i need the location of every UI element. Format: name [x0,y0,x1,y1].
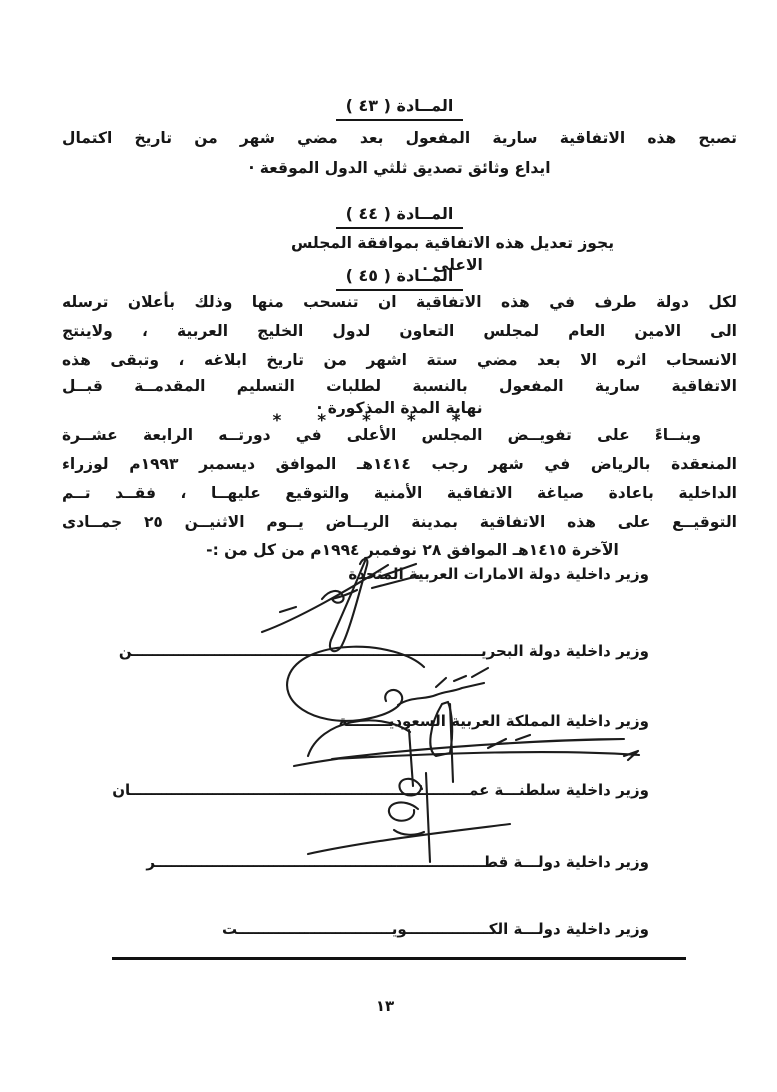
article-43-line-2: ايداع وثائق تصديق ثلثي الدول الموقعة · [248,159,551,177]
signatory-row-saudi-arabia [62,712,649,730]
article-43-heading [62,96,737,121]
article-45-line-2: الى الامين العام لمجلس التعاون لدول الخليج العربية ، ولاينتج [62,322,737,340]
article-45-line-4: الاتفاقية سارية المفعول بالنسبة لطلبات التسليم المقدمــة قبــل [62,377,737,395]
article-45-line-3: الانسحاب اثره الا بعد مضي ستة اشهر من تاريخ ابلاغه ، وتبقى هذه [62,351,737,369]
signatory-label-uae: وزير داخلية دولة الامارات العربية المتحدة [348,565,649,583]
closing-line-2: المنعقدة بالرياض في شهر رجب ١٤١٤هـ الموافق ديسمبر ١٩٩٣م لوزراء [62,455,737,473]
signatory-label-qatar: وزير داخلية دولـــة قطــــــــــــــــــــــــــــــــــــــــــــــــــــــــــــــــر [146,853,649,871]
signatory-label-oman: وزير داخلية سلطنـــة عمــــــــــــــــــــــــــــــــــــــــــــــــــــــــــــــــــان [112,781,649,799]
document-content [62,0,737,1092]
article-45-heading [62,266,737,291]
closing-line-3: الداخلية باعادة صياغة الاتفاقية الأمنية والتوقيع عليهــا ، فقــد تــم [62,484,737,502]
signatory-row-qatar [62,853,649,871]
signatory-row-uae [62,565,649,583]
signatory-row-kuwait [62,920,649,938]
closing-line-1: وبنــاءً على تفويــض المجلس الأعلى في دورتــه الرابعة عشــرة [62,426,701,444]
signatory-label-bahrain: وزير داخلية دولة البحريــــــــــــــــــــــــــــــــــــــــــــــــــــــــــــــــــــن [118,642,649,660]
article-44-line-1: يجوز تعديل هذه الاتفاقية بموافقة المجلس الاعلى . [290,234,615,274]
article-43-heading-text: المــادة ( ٤٣ ) [336,96,464,121]
closing-line-5: الآخرة ١٤١٥هـ الموافق ٢٨ نوفمبر ١٩٩٤م من كل من :- [206,541,619,559]
article-44-heading-text: المــادة ( ٤٤ ) [336,204,464,229]
article-45-line-1: لكل دولة طرف في هذه الاتفاقية ان تنسحب منها وذلك بأعلان ترسله [62,293,737,311]
closing-line-4: التوقيــع على هذه الاتفاقية بمدينة الريــاض يــوم الاثنيــن ٢٥ جمــادى [62,513,737,531]
stars-separator: * * * * * [272,411,463,431]
article-45-line-5: نهاية المدة المذكورة · [316,399,483,417]
article-44-heading [62,204,737,229]
article-43-line-1: تصبح هذه الاتفاقية سارية المفعول بعد مضي شهر من تاريخ اكتمال [62,129,737,147]
signatory-label-saudi-arabia: وزير داخلية المملكة العربية السعوديــــــــة [338,712,649,730]
page-number: ١٣ [375,997,395,1015]
signatory-row-bahrain [62,642,649,660]
signatory-row-oman [62,781,649,799]
footer-rule [112,957,686,960]
article-45-heading-text: المــادة ( ٤٥ ) [336,266,464,291]
signatory-label-kuwait: وزير داخلية دولـــة الكــــــــــــــــويــــــــــــــــــــــــــــــت [222,920,649,938]
